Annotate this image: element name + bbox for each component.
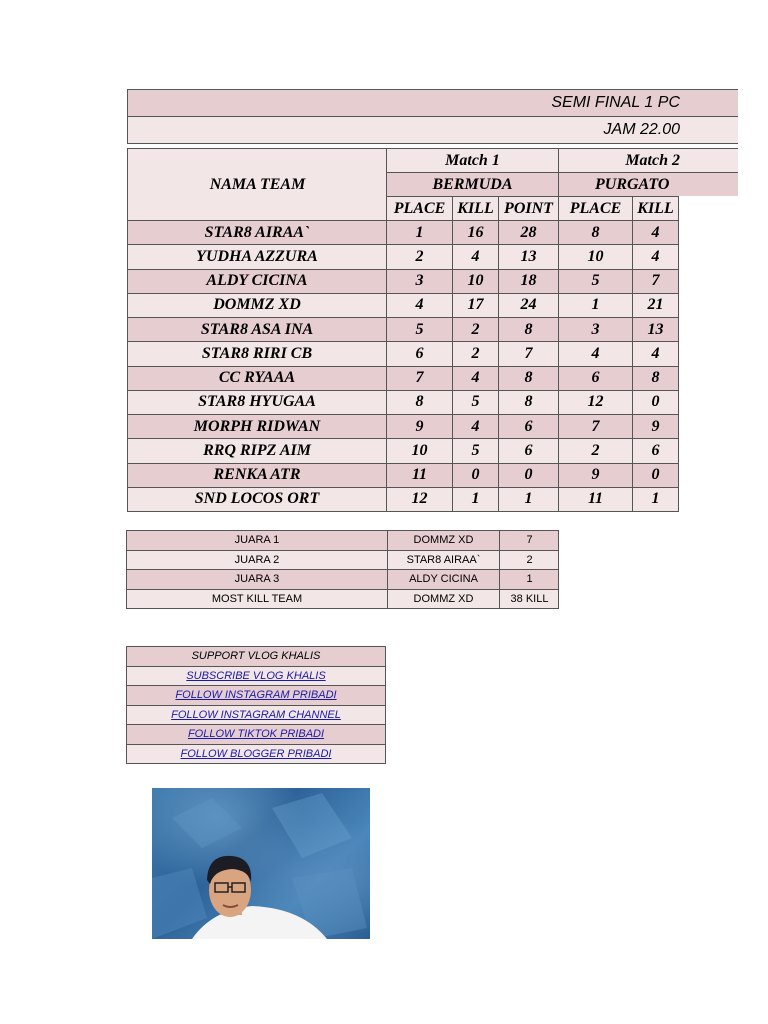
cell-m1-place: 3 — [386, 270, 452, 293]
winner-value: 38 KILL — [499, 590, 559, 609]
support-links-table — [126, 646, 386, 764]
cell-m1-point: 1 — [498, 488, 558, 511]
cell-m1-point: 28 — [498, 221, 558, 244]
support-title: SUPPORT VLOG KHALIS — [126, 646, 386, 666]
cell-m2-kill: 13 — [632, 318, 679, 341]
person-illustration — [152, 788, 370, 939]
support-link[interactable]: SUBSCRIBE VLOG KHALIS — [186, 669, 326, 682]
cell-m1-place: 11 — [386, 464, 452, 487]
cell-m1-place: 9 — [386, 415, 452, 438]
match1-label: Match 1 — [445, 151, 500, 169]
cell-m2-place: 4 — [558, 342, 632, 365]
cell-m2-kill: 9 — [632, 415, 679, 438]
event-title: SEMI FINAL 1 PC — [551, 94, 680, 111]
match2-map: PURGATO — [595, 175, 670, 193]
table-row — [127, 221, 679, 245]
cell-m2-kill: 4 — [632, 221, 679, 244]
table-row — [127, 245, 679, 269]
support-link-row — [126, 685, 386, 705]
team-name: STAR8 AIRAA` — [127, 221, 386, 244]
table-row — [127, 415, 679, 439]
cell-m1-place: 1 — [386, 221, 452, 244]
cell-m1-kill: 2 — [452, 342, 498, 365]
winner-team: DOMMZ XD — [387, 590, 499, 609]
cell-m1-point: 8 — [498, 367, 558, 390]
cell-m1-kill: 10 — [452, 270, 498, 293]
team-name: RRQ RIPZ AIM — [127, 439, 386, 462]
match1-map: BERMUDA — [432, 175, 513, 193]
cell-m1-kill: 4 — [452, 367, 498, 390]
col-header-kill-1: KILL — [452, 197, 498, 221]
cell-m1-point: 8 — [498, 391, 558, 414]
winner-team: DOMMZ XD — [387, 531, 499, 550]
cell-m1-kill: 1 — [452, 488, 498, 511]
cell-m1-kill: 5 — [452, 391, 498, 414]
cell-m2-place: 11 — [558, 488, 632, 511]
cell-m1-place: 10 — [386, 439, 452, 462]
table-row — [127, 464, 679, 488]
cell-m1-point: 0 — [498, 464, 558, 487]
support-link-row — [126, 724, 386, 744]
title-banner — [127, 89, 738, 116]
support-link-row — [126, 744, 386, 765]
team-name: DOMMZ XD — [127, 294, 386, 317]
cell-m1-point: 8 — [498, 318, 558, 341]
match2-label: Match 2 — [625, 151, 680, 169]
cell-m2-place: 3 — [558, 318, 632, 341]
cell-m1-point: 7 — [498, 342, 558, 365]
cell-m2-place: 8 — [558, 221, 632, 244]
winner-row — [126, 589, 559, 610]
col-header-place-1: PLACE — [386, 197, 452, 221]
table-row — [127, 439, 679, 463]
team-name: MORPH RIDWAN — [127, 415, 386, 438]
table-row — [127, 294, 679, 318]
match1-label-cell — [386, 148, 558, 172]
col-header-kill-2: KILL — [632, 197, 679, 221]
team-name: STAR8 ASA INA — [127, 318, 386, 341]
cell-m1-place: 6 — [386, 342, 452, 365]
cell-m1-place: 8 — [386, 391, 452, 414]
cell-m2-kill: 8 — [632, 367, 679, 390]
team-name: ALDY CICINA — [127, 270, 386, 293]
table-row — [127, 488, 679, 512]
cell-m1-place: 2 — [386, 245, 452, 268]
table-row — [127, 318, 679, 342]
cell-m2-place: 10 — [558, 245, 632, 268]
cell-m1-kill: 0 — [452, 464, 498, 487]
event-time: JAM 22.00 — [603, 121, 680, 138]
cell-m2-place: 1 — [558, 294, 632, 317]
winner-row — [126, 530, 559, 550]
team-name: STAR8 HYUGAA — [127, 391, 386, 414]
support-link-row — [126, 705, 386, 725]
match1-map-cell — [386, 172, 558, 196]
support-link[interactable]: FOLLOW BLOGGER PRIBADI — [180, 747, 332, 760]
cell-m2-place: 12 — [558, 391, 632, 414]
cell-m1-point: 6 — [498, 439, 558, 462]
cell-m1-place: 5 — [386, 318, 452, 341]
cell-m1-point: 24 — [498, 294, 558, 317]
winner-label: JUARA 2 — [234, 553, 280, 566]
cell-m2-kill: 7 — [632, 270, 679, 293]
time-banner — [127, 116, 738, 144]
cell-m2-kill: 0 — [632, 391, 679, 414]
standings-table-body — [127, 221, 679, 512]
winner-value: 2 — [499, 551, 559, 570]
cell-m1-kill: 17 — [452, 294, 498, 317]
support-link[interactable]: FOLLOW INSTAGRAM PRIBADI — [175, 689, 337, 702]
winner-row — [126, 550, 559, 570]
cell-m2-place: 5 — [558, 270, 632, 293]
winner-row — [126, 569, 559, 589]
column-header-row — [386, 196, 679, 221]
winner-label: JUARA 1 — [234, 534, 280, 547]
cell-m1-kill: 4 — [452, 415, 498, 438]
cell-m2-kill: 6 — [632, 439, 679, 462]
table-row — [127, 342, 679, 366]
cell-m2-place: 6 — [558, 367, 632, 390]
winner-team: ALDY CICINA — [387, 570, 499, 589]
col-header-point-1: POINT — [498, 197, 558, 221]
team-name: SND LOCOS ORT — [127, 488, 386, 511]
match2-map-cell — [558, 172, 738, 196]
table-row — [127, 367, 679, 391]
cell-m2-kill: 1 — [632, 488, 679, 511]
cell-m1-place: 7 — [386, 367, 452, 390]
cell-m1-point: 6 — [498, 415, 558, 438]
cell-m1-place: 4 — [386, 294, 452, 317]
cell-m1-point: 13 — [498, 245, 558, 268]
team-name: YUDHA AZZURA — [127, 245, 386, 268]
cell-m2-place: 2 — [558, 439, 632, 462]
winner-value: 7 — [499, 531, 559, 550]
cell-m1-kill: 4 — [452, 245, 498, 268]
cell-m1-kill: 5 — [452, 439, 498, 462]
team-name: STAR8 RIRI CB — [127, 342, 386, 365]
cell-m2-place: 9 — [558, 464, 632, 487]
col-header-place-2: PLACE — [558, 197, 632, 221]
support-link-row — [126, 666, 386, 686]
team-name: CC RYAAA — [127, 367, 386, 390]
team-header-label: NAMA TEAM — [209, 176, 306, 193]
match2-label-cell — [558, 148, 738, 172]
team-name: RENKA ATR — [127, 464, 386, 487]
support-link[interactable]: FOLLOW INSTAGRAM CHANNEL — [171, 708, 341, 721]
winner-value: 1 — [499, 570, 559, 589]
profile-photo — [152, 788, 370, 939]
winner-team: STAR8 AIRAA` — [387, 551, 499, 570]
cell-m2-kill: 0 — [632, 464, 679, 487]
winners-table — [126, 530, 559, 609]
table-row — [127, 391, 679, 415]
cell-m1-kill: 2 — [452, 318, 498, 341]
winner-label: JUARA 3 — [234, 573, 280, 586]
cell-m1-point: 18 — [498, 270, 558, 293]
winner-label: MOST KILL TEAM — [211, 592, 303, 605]
cell-m2-place: 7 — [558, 415, 632, 438]
cell-m1-place: 12 — [386, 488, 452, 511]
cell-m1-kill: 16 — [452, 221, 498, 244]
table-row — [127, 270, 679, 294]
support-link[interactable]: FOLLOW TIKTOK PRIBADI — [187, 728, 325, 741]
cell-m2-kill: 4 — [632, 342, 679, 365]
cell-m2-kill: 21 — [632, 294, 679, 317]
team-header-cell — [127, 148, 387, 221]
cell-m2-kill: 4 — [632, 245, 679, 268]
